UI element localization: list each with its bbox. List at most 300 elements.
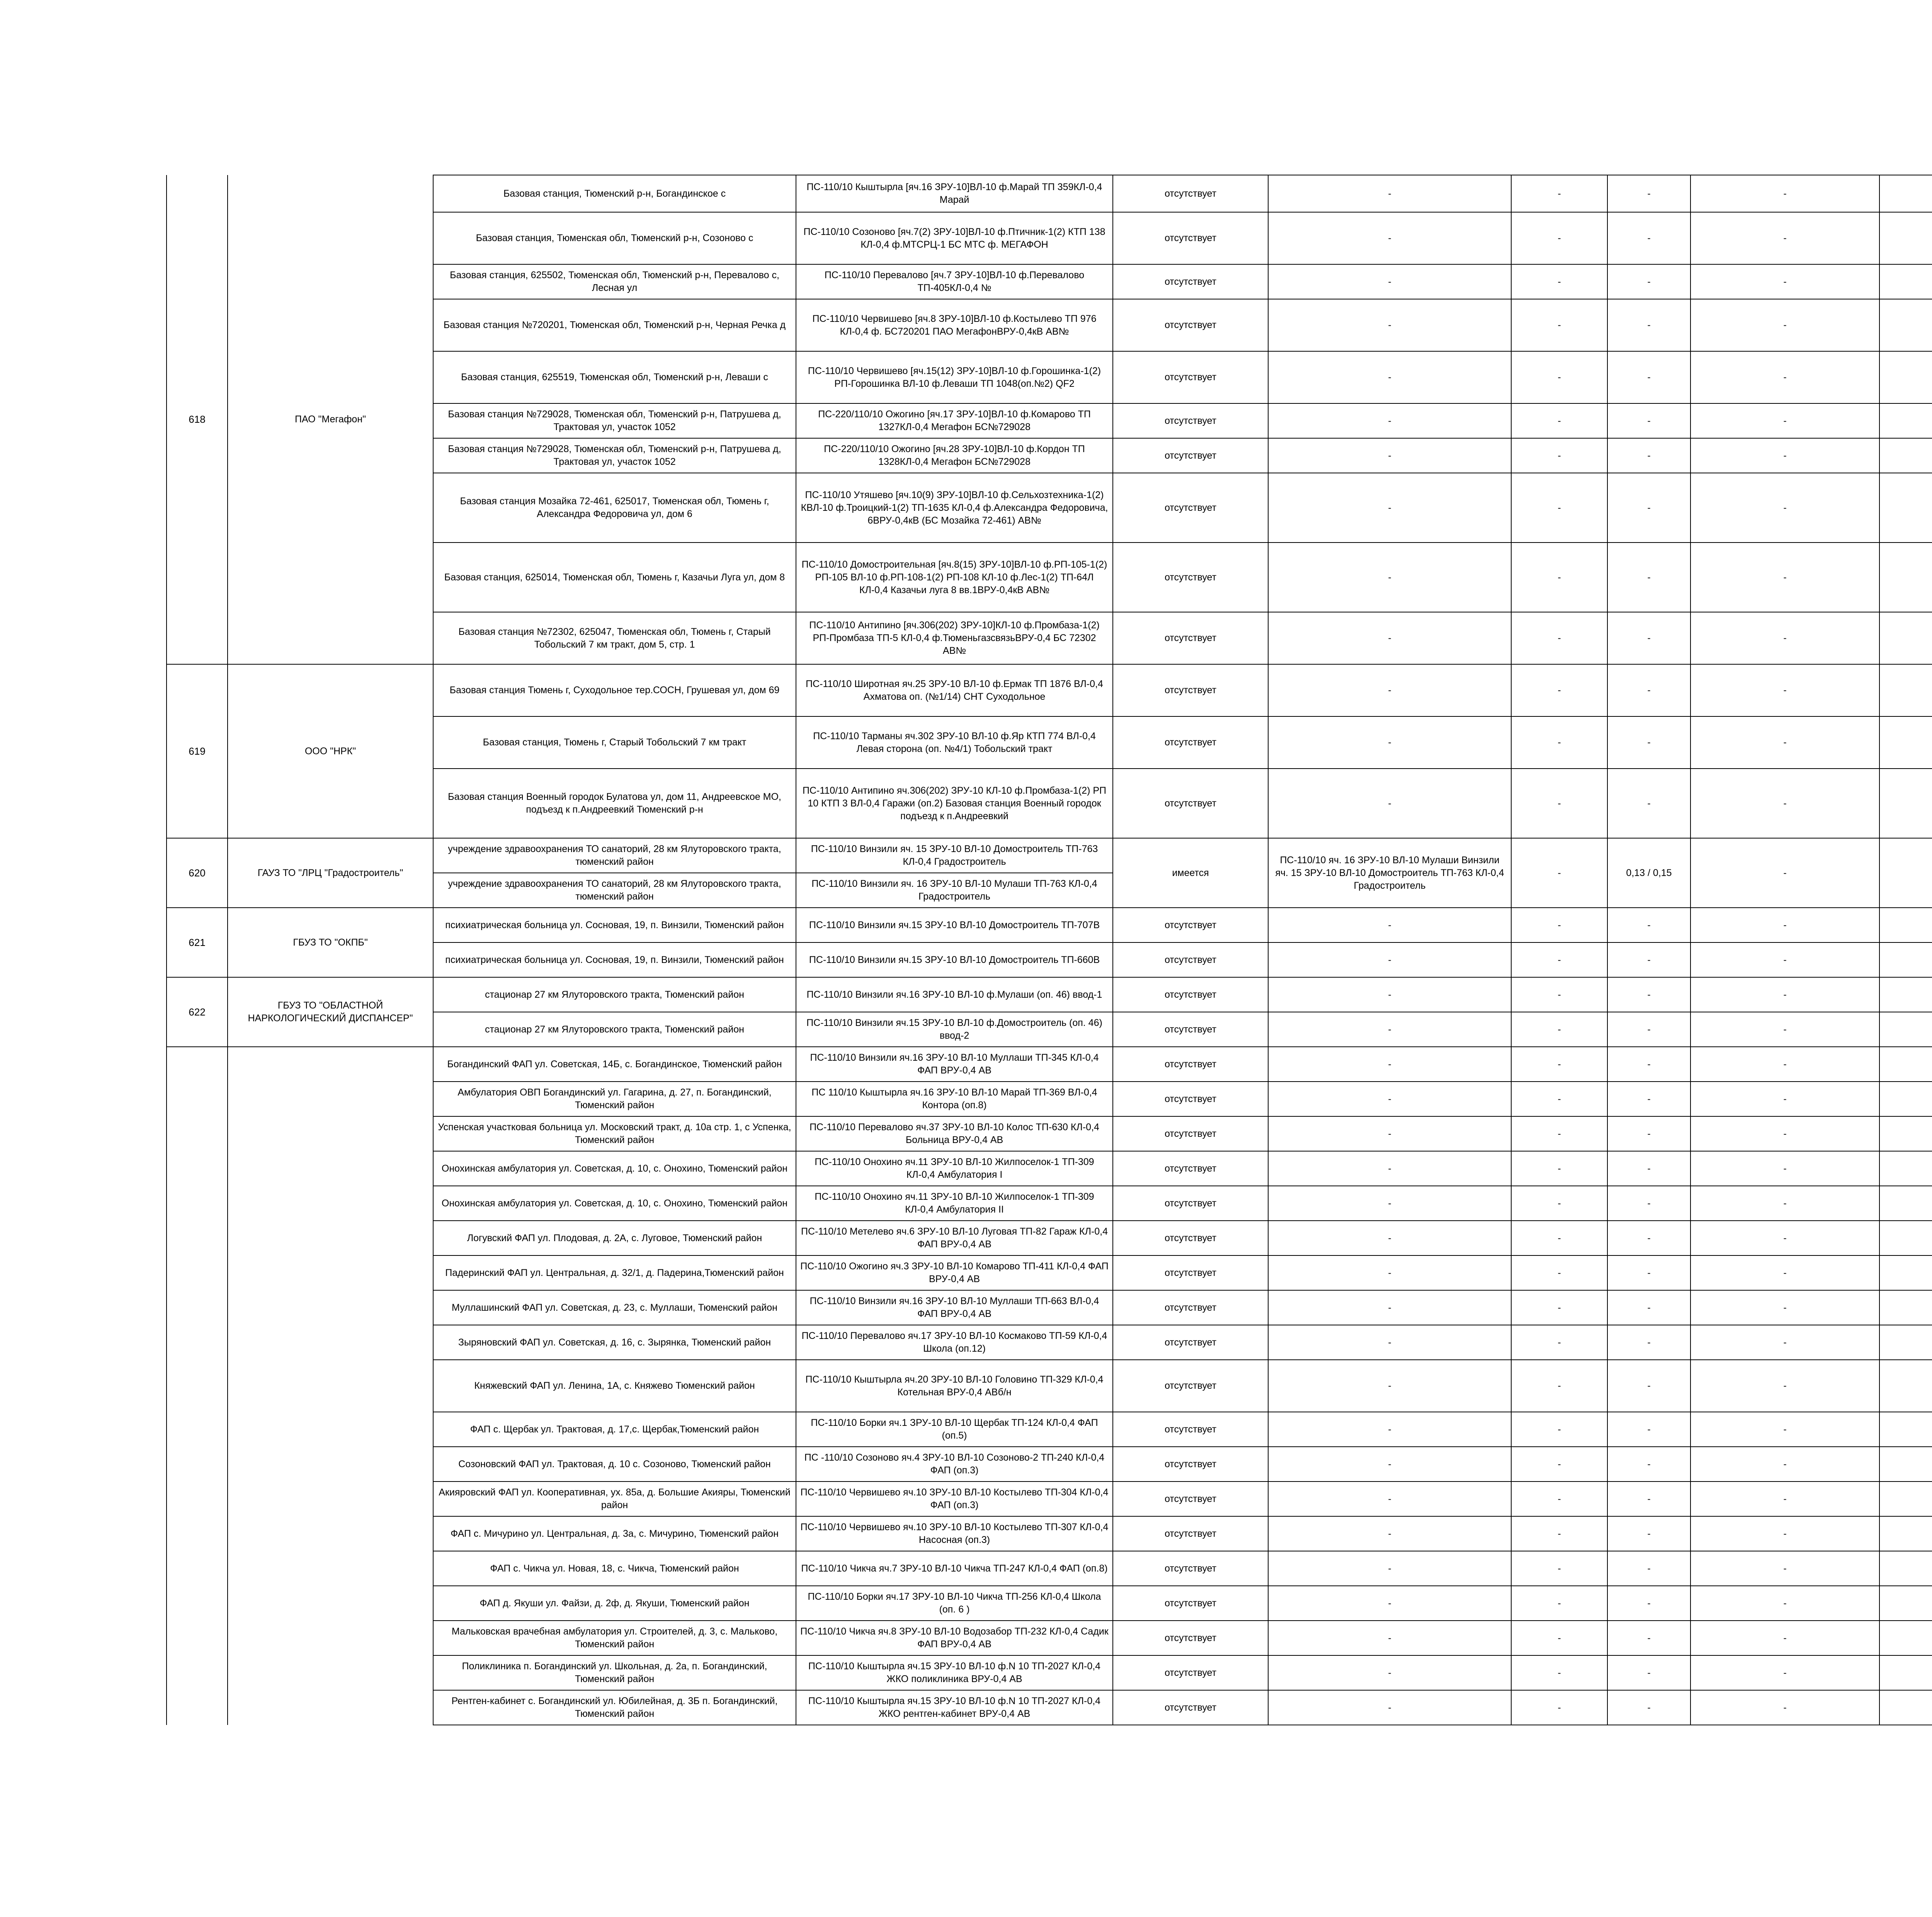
value-c7: - — [1511, 977, 1607, 1012]
value-c7: - — [1511, 1690, 1607, 1725]
value-c9: - — [1690, 1412, 1879, 1447]
value-c7: - — [1511, 716, 1607, 769]
value-c7: - — [1511, 1116, 1607, 1151]
value-c10 — [1879, 438, 1932, 473]
object-address: Базовая станция, 625502, Тюменская обл, Тюменский р-н, Перевалово с, Лесная ул — [433, 264, 796, 299]
value-c7: - — [1511, 1447, 1607, 1482]
value-c7: - — [1511, 543, 1607, 612]
object-address: Базовая станция №720201, Тюменская обл, Тюменский р-н, Черная Речка д — [433, 299, 796, 351]
value-c8: - — [1607, 664, 1690, 716]
connection-point: ПС-110/10 Винзили яч.16 ЗРУ-10 ВЛ-10 ф.Мулаши (оп. 46) ввод-1 — [796, 977, 1113, 1012]
table-row — [167, 908, 1932, 942]
value-c9: - — [1690, 1082, 1879, 1116]
object-address: Амбулатория ОВП Богандинский ул. Гагарина, д. 27, п. Богандинский, Тюменский район — [433, 1082, 796, 1116]
availability-status: отсутствует — [1113, 543, 1268, 612]
value-c8: - — [1607, 1482, 1690, 1516]
connection-point: ПС-110/10 Винзили яч.15 ЗРУ-10 ВЛ-10 Домостроитель ТП-707В — [796, 908, 1113, 942]
connection-point: ПС-110/10 Червишево [яч.8 ЗРУ-10]ВЛ-10 ф.Костылево ТП 976 КЛ-0,4 ф. БС720201 ПАО МегафонВРУ-0,4кВ АВ№ — [796, 299, 1113, 351]
value-c7: - — [1511, 1325, 1607, 1360]
availability-status: отсутствует — [1113, 908, 1268, 942]
connection-point: ПС-110/10 Перевалово [яч.7 ЗРУ-10]ВЛ-10 ф.Перевалово ТП-405КЛ-0,4 № — [796, 264, 1113, 299]
object-address: Созоновский ФАП ул. Трактовая, д. 10 с. Созоново, Тюменский район — [433, 1447, 796, 1482]
availability-status: отсутствует — [1113, 1221, 1268, 1255]
connection-point: ПС -110/10 Созоново яч.4 ЗРУ-10 ВЛ-10 Созоново-2 ТП-240 КЛ-0,4 ФАП (оп.3) — [796, 1447, 1113, 1482]
connection-point: ПС-110/10 Винзили яч.16 ЗРУ-10 ВЛ-10 Муллаши ТП-663 ВЛ-0,4 ФАП ВРУ-0,4 АВ — [796, 1290, 1113, 1325]
connection-point: ПС-220/110/10 Ожогино [яч.17 ЗРУ-10]ВЛ-10 ф.Комарово ТП 1327КЛ-0,4 Мегафон БС№729028 — [796, 403, 1113, 438]
group-number: 622 — [167, 977, 228, 1047]
value-c6: - — [1268, 212, 1511, 264]
availability-status: отсутствует — [1113, 664, 1268, 716]
object-address: Успенская участковая больница ул. Московский тракт, д. 10а стр. 1, с Успенка, Тюменский район — [433, 1116, 796, 1151]
value-c10 — [1879, 1012, 1932, 1047]
object-address: учреждение здравоохранения ТО санаторий, 28 км Ялуторовского тракта, тюменский район — [433, 838, 796, 873]
value-c10 — [1879, 908, 1932, 942]
value-c6: - — [1268, 1151, 1511, 1186]
value-c7: - — [1511, 403, 1607, 438]
connection-point: ПС-110/10 Антипино яч.306(202) ЗРУ-10 КЛ-10 ф.Промбаза-1(2) РП 10 КТП 3 ВЛ-0,4 Гаражи (оп.2) Базовая станция Военный городок подъезд к п.Андреевкий — [796, 769, 1113, 838]
organization-name: ООО "НРК" — [228, 664, 433, 838]
value-c8: - — [1607, 1082, 1690, 1116]
value-c9: - — [1690, 769, 1879, 838]
value-c10 — [1879, 1290, 1932, 1325]
value-c6: - — [1268, 1186, 1511, 1221]
value-c6: - — [1268, 942, 1511, 977]
value-c7: - — [1511, 1516, 1607, 1551]
object-address: Базовая станция Военный городок Булатова ул, дом 11, Андреевское МО, подъезд к п.Андреевкий Тюменский р-н — [433, 769, 796, 838]
connection-point: ПС-110/10 Перевалово яч.17 ЗРУ-10 ВЛ-10 Космаково ТП-59 КЛ-0,4 Школа (оп.12) — [796, 1325, 1113, 1360]
connection-point: ПС-110/10 Винзили яч.16 ЗРУ-10 ВЛ-10 Муллаши ТП-345 КЛ-0,4 ФАП ВРУ-0,4 АВ — [796, 1047, 1113, 1082]
value-c6: - — [1268, 716, 1511, 769]
value-c6: - — [1268, 403, 1511, 438]
value-c7: - — [1511, 1551, 1607, 1586]
value-c6: - — [1268, 1290, 1511, 1325]
connection-point: ПС-110/10 Онохино яч.11 ЗРУ-10 ВЛ-10 Жилпоселок-1 ТП-309 КЛ-0,4 Амбулатория I — [796, 1151, 1113, 1186]
value-c8: - — [1607, 1221, 1690, 1255]
availability-status: отсутствует — [1113, 1047, 1268, 1082]
value-c9: - — [1690, 438, 1879, 473]
connection-point: ПС-110/10 Борки яч.17 ЗРУ-10 ВЛ-10 Чикча ТП-256 КЛ-0,4 Школа (оп. 6 ) — [796, 1586, 1113, 1621]
value-c7: - — [1511, 1047, 1607, 1082]
value-c6: - — [1268, 1655, 1511, 1690]
connection-point: ПС-110/10 Широтная яч.25 ЗРУ-10 ВЛ-10 ф.Ермак ТП 1876 ВЛ-0,4 Ахматова оп. (№1/14) СНТ Суходольное — [796, 664, 1113, 716]
availability-status: отсутствует — [1113, 438, 1268, 473]
connection-point: ПС-110/10 Домостроительная [яч.8(15) ЗРУ-10]ВЛ-10 ф.РП-105-1(2) РП-105 ВЛ-10 ф.РП-108-1(2) РП-108 КЛ-10 ф.Лес-1(2) ТП-64Л КЛ-0,4 Казачьи луга 8 вв.1ВРУ-0,4кВ АВ№ — [796, 543, 1113, 612]
connection-point: ПС-110/10 Борки яч.1 ЗРУ-10 ВЛ-10 Щербак ТП-124 КЛ-0,4 ФАП (оп.5) — [796, 1412, 1113, 1447]
availability-status: отсутствует — [1113, 351, 1268, 403]
object-address: стационар 27 км Ялуторовского тракта, Тюменский район — [433, 977, 796, 1012]
value-c10 — [1879, 351, 1932, 403]
value-c7: - — [1511, 1586, 1607, 1621]
object-address: Базовая станция №729028, Тюменская обл, Тюменский р-н, Патрушева д, Трактовая ул, участок 1052 — [433, 438, 796, 473]
value-c8: - — [1607, 1447, 1690, 1482]
value-c8: - — [1607, 612, 1690, 664]
value-c7: - — [1511, 1012, 1607, 1047]
object-address: Поликлиника п. Богандинский ул. Школьная, д. 2а, п. Богандинский, Тюменский район — [433, 1655, 796, 1690]
value-c6: - — [1268, 1255, 1511, 1290]
value-c9: - — [1690, 1586, 1879, 1621]
value-c6: - — [1268, 977, 1511, 1012]
connection-point: ПС-110/10 Винзили яч. 15 ЗРУ-10 ВЛ-10 Домостроитель ТП-763 КЛ-0,4 Градостроитель — [796, 838, 1113, 873]
value-c8: - — [1607, 1655, 1690, 1690]
value-c9: - — [1690, 838, 1879, 908]
object-address: психиатрическая больница ул. Сосновая, 19, п. Винзили, Тюменский район — [433, 942, 796, 977]
value-c7: - — [1511, 1655, 1607, 1690]
value-c6: - — [1268, 664, 1511, 716]
value-c8: - — [1607, 473, 1690, 543]
value-c10 — [1879, 264, 1932, 299]
value-c10 — [1879, 716, 1932, 769]
value-c10 — [1879, 473, 1932, 543]
availability-status: отсутствует — [1113, 1655, 1268, 1690]
value-c10 — [1879, 212, 1932, 264]
availability-status: отсутствует — [1113, 264, 1268, 299]
value-c9: - — [1690, 1325, 1879, 1360]
value-c6: - — [1268, 1551, 1511, 1586]
value-c6: - — [1268, 612, 1511, 664]
object-address: Базовая станция, Тюменский р-н, Богандинское с — [433, 175, 796, 212]
value-c6: - — [1268, 1586, 1511, 1621]
object-address: Зыряновский ФАП ул. Советская, д. 16, с. Зырянка, Тюменский район — [433, 1325, 796, 1360]
connection-point: ПС-110/10 Кыштырла яч.20 ЗРУ-10 ВЛ-10 Головино ТП-329 КЛ-0,4 Котельная ВРУ-0,4 АВб/н — [796, 1360, 1113, 1412]
value-c10 — [1879, 1116, 1932, 1151]
value-c9: - — [1690, 1151, 1879, 1186]
value-c9: - — [1690, 1482, 1879, 1516]
value-c9: - — [1690, 1255, 1879, 1290]
value-c7: - — [1511, 1082, 1607, 1116]
object-address: Базовая станция, 625519, Тюменская обл, Тюменский р-н, Леваши с — [433, 351, 796, 403]
value-c8: - — [1607, 1116, 1690, 1151]
value-c10 — [1879, 838, 1932, 908]
value-c9: - — [1690, 977, 1879, 1012]
object-address: Богандинский ФАП ул. Советская, 14Б, с. Богандинское, Тюменский район — [433, 1047, 796, 1082]
value-c7: - — [1511, 769, 1607, 838]
connection-point: ПС-110/10 Кыштырла яч.15 ЗРУ-10 ВЛ-10 ф.N 10 ТП-2027 КЛ-0,4 ЖКО поликлиника ВРУ-0,4 АВ — [796, 1655, 1113, 1690]
value-c9: - — [1690, 473, 1879, 543]
value-c10 — [1879, 1655, 1932, 1690]
value-c7: - — [1511, 1151, 1607, 1186]
value-c10 — [1879, 769, 1932, 838]
connection-point: ПС-110/10 Антипино [яч.306(202) ЗРУ-10]КЛ-10 ф.Промбаза-1(2) РП-Промбаза ТП-5 КЛ-0,4 ф.ТюменьгазсвязьВРУ-0,4 БС 72302 АВ№ — [796, 612, 1113, 664]
value-c7: - — [1511, 473, 1607, 543]
value-c6: - — [1268, 1621, 1511, 1655]
value-c10 — [1879, 664, 1932, 716]
value-c9: - — [1690, 716, 1879, 769]
value-c8: - — [1607, 1255, 1690, 1290]
object-address: Онохинская амбулатория ул. Советская, д. 10, с. Онохино, Тюменский район — [433, 1151, 796, 1186]
table-row — [167, 1047, 1932, 1082]
value-c9: - — [1690, 664, 1879, 716]
value-c6: - — [1268, 1221, 1511, 1255]
availability-status: отсутствует — [1113, 1447, 1268, 1482]
value-c8: - — [1607, 1360, 1690, 1412]
availability-status: отсутствует — [1113, 175, 1268, 212]
object-address: учреждение здравоохранения ТО санаторий, 28 км Ялуторовского тракта, тюменский район — [433, 873, 796, 908]
value-c10 — [1879, 612, 1932, 664]
availability-status: отсутствует — [1113, 977, 1268, 1012]
value-c10 — [1879, 1221, 1932, 1255]
availability-status: отсутствует — [1113, 716, 1268, 769]
object-address: Базовая станция Тюмень г, Суходольное тер.СОСН, Грушевая ул, дом 69 — [433, 664, 796, 716]
value-c8: - — [1607, 1412, 1690, 1447]
value-c6: - — [1268, 1360, 1511, 1412]
value-c6: - — [1268, 1082, 1511, 1116]
availability-status: отсутствует — [1113, 1551, 1268, 1586]
value-c7: - — [1511, 1186, 1607, 1221]
connection-point: ПС-110/10 Перевалово яч.37 ЗРУ-10 ВЛ-10 Колос ТП-630 КЛ-0,4 Больница ВРУ-0,4 АВ — [796, 1116, 1113, 1151]
value-c8: - — [1607, 1047, 1690, 1082]
value-c6: - — [1268, 1482, 1511, 1516]
availability-status: отсутствует — [1113, 1516, 1268, 1551]
object-address: Мальковская врачебная амбулатория ул. Строителей, д. 3, с. Мальково, Тюменский район — [433, 1621, 796, 1655]
object-address: стационар 27 км Ялуторовского тракта, Тюменский район — [433, 1012, 796, 1047]
value-c9: - — [1690, 264, 1879, 299]
value-c8: - — [1607, 1290, 1690, 1325]
value-c6: - — [1268, 1690, 1511, 1725]
value-c6: - — [1268, 438, 1511, 473]
availability-status: отсутствует — [1113, 769, 1268, 838]
connection-point: ПС 110/10 Кыштырла яч.16 ЗРУ-10 ВЛ-10 Марай ТП-369 ВЛ-0,4 Контора (оп.8) — [796, 1082, 1113, 1116]
connection-point: ПС-110/10 Ожогино яч.3 ЗРУ-10 ВЛ-10 Комарово ТП-411 КЛ-0,4 ФАП ВРУ-0,4 АВ — [796, 1255, 1113, 1290]
value-c8: - — [1607, 716, 1690, 769]
group-number: 618 — [167, 175, 228, 664]
availability-status: отсутствует — [1113, 1012, 1268, 1047]
value-c7: - — [1511, 1290, 1607, 1325]
table-row — [167, 977, 1932, 1012]
object-address: Базовая станция, 625014, Тюменская обл, Тюмень г, Казачьи Луга ул, дом 8 — [433, 543, 796, 612]
object-address: Падеринский ФАП ул. Центральная, д. 32/1, д. Падерина,Тюменский район — [433, 1255, 796, 1290]
object-address: ФАП с. Щербак ул. Трактовая, д. 17,с. Щербак,Тюменский район — [433, 1412, 796, 1447]
availability-status: отсутствует — [1113, 1255, 1268, 1290]
availability-status: имеется — [1113, 838, 1268, 908]
value-c7: - — [1511, 838, 1607, 908]
organization-name: ГБУЗ ТО "ОКПБ" — [228, 908, 433, 977]
value-c8: - — [1607, 908, 1690, 942]
object-address: Логувский ФАП ул. Плодовая, д. 2А, с. Луговое, Тюменский район — [433, 1221, 796, 1255]
value-c8: - — [1607, 1151, 1690, 1186]
value-c9: - — [1690, 1012, 1879, 1047]
value-c6: - — [1268, 264, 1511, 299]
value-c10 — [1879, 1412, 1932, 1447]
value-c10 — [1879, 543, 1932, 612]
availability-status: отсутствует — [1113, 212, 1268, 264]
value-c9: - — [1690, 1290, 1879, 1325]
group-number: 620 — [167, 838, 228, 908]
value-c7: - — [1511, 612, 1607, 664]
value-c9: - — [1690, 1516, 1879, 1551]
object-address: ФАП с. Чикча ул. Новая, 18, с. Чикча, Тюменский район — [433, 1551, 796, 1586]
object-address: Муллашинский ФАП ул. Советская, д. 23, с. Муллаши, Тюменский район — [433, 1290, 796, 1325]
connection-point: ПС-110/10 Кыштырла яч.15 ЗРУ-10 ВЛ-10 ф.N 10 ТП-2027 КЛ-0,4 ЖКО рентген-кабинет ВРУ-0,4 АВ — [796, 1690, 1113, 1725]
value-c7: - — [1511, 1482, 1607, 1516]
availability-status: отсутствует — [1113, 1412, 1268, 1447]
connection-point: ПС-110/10 Червишево яч.10 ЗРУ-10 ВЛ-10 Костылево ТП-304 КЛ-0,4 ФАП (оп.3) — [796, 1482, 1113, 1516]
value-c10 — [1879, 299, 1932, 351]
value-c8: - — [1607, 1621, 1690, 1655]
availability-status: отсутствует — [1113, 1151, 1268, 1186]
value-c10 — [1879, 1690, 1932, 1725]
value-c7: - — [1511, 1360, 1607, 1412]
object-address: Онохинская амбулатория ул. Советская, д. 10, с. Онохино, Тюменский район — [433, 1186, 796, 1221]
value-c9: - — [1690, 1655, 1879, 1690]
connection-point: ПС-110/10 Созоново [яч.7(2) ЗРУ-10]ВЛ-10 ф.Птичник-1(2) КТП 138 КЛ-0,4 ф.МТСРЦ-1 БС МТС ф. МЕГАФОН — [796, 212, 1113, 264]
availability-status: отсутствует — [1113, 1482, 1268, 1516]
value-c7: - — [1511, 664, 1607, 716]
group-number: 621 — [167, 908, 228, 977]
value-c8: - — [1607, 351, 1690, 403]
table-row — [167, 175, 1932, 212]
connection-point: ПС-110/10 Онохино яч.11 ЗРУ-10 ВЛ-10 Жилпоселок-1 ТП-309 КЛ-0,4 Амбулатория II — [796, 1186, 1113, 1221]
connection-point: ПС-110/10 Чикча яч.8 ЗРУ-10 ВЛ-10 Водозабор ТП-232 КЛ-0,4 Садик ФАП ВРУ-0,4 АВ — [796, 1621, 1113, 1655]
object-address: Базовая станция, Тюменская обл, Тюменский р-н, Созоново с — [433, 212, 796, 264]
availability-status: отсутствует — [1113, 299, 1268, 351]
value-c6: - — [1268, 1012, 1511, 1047]
organization-name: ГБУЗ ТО "ОБЛАСТНОЙ НАРКОЛОГИЧЕСКИЙ ДИСПАНСЕР" — [228, 977, 433, 1047]
object-address: Базовая станция, Тюмень г, Старый Тобольский 7 км тракт — [433, 716, 796, 769]
value-c10 — [1879, 1621, 1932, 1655]
value-c9: - — [1690, 351, 1879, 403]
availability-status: отсутствует — [1113, 1082, 1268, 1116]
value-c6: - — [1268, 1116, 1511, 1151]
value-c7: - — [1511, 1255, 1607, 1290]
value-c8: - — [1607, 438, 1690, 473]
value-c10 — [1879, 175, 1932, 212]
value-c6: - — [1268, 1516, 1511, 1551]
value-c7: - — [1511, 908, 1607, 942]
organization-name: ГАУЗ ТО "ЛРЦ "Градостроитель" — [228, 838, 433, 908]
value-c6: - — [1268, 1047, 1511, 1082]
value-c9: - — [1690, 908, 1879, 942]
value-c9: - — [1690, 212, 1879, 264]
value-c10 — [1879, 1360, 1932, 1412]
connection-point: ПС-110/10 Тарманы яч.302 ЗРУ-10 ВЛ-10 ф.Яр КТП 774 ВЛ-0,4 Левая сторона (оп. №4/1) Тобольский тракт — [796, 716, 1113, 769]
value-c8: - — [1607, 1012, 1690, 1047]
value-c10 — [1879, 1255, 1932, 1290]
availability-status: отсутствует — [1113, 1690, 1268, 1725]
object-address: Базовая станция №72302, 625047, Тюменская обл, Тюмень г, Старый Тобольский 7 км тракт, дом 5, стр. 1 — [433, 612, 796, 664]
value-c8: - — [1607, 977, 1690, 1012]
table-row — [167, 664, 1932, 716]
connection-point: ПС-110/10 Винзили яч. 16 ЗРУ-10 ВЛ-10 Мулаши ТП-763 КЛ-0,4 Градостроитель — [796, 873, 1113, 908]
value-c8: - — [1607, 264, 1690, 299]
value-c7: - — [1511, 351, 1607, 403]
value-c6: - — [1268, 351, 1511, 403]
value-c8: - — [1607, 1186, 1690, 1221]
availability-status: отсутствует — [1113, 942, 1268, 977]
value-c10 — [1879, 1551, 1932, 1586]
value-c6: - — [1268, 175, 1511, 212]
value-c10 — [1879, 1151, 1932, 1186]
connection-point: ПС-110/10 Утяшево [яч.10(9) ЗРУ-10]ВЛ-10 ф.Сельхозтехника-1(2) КВЛ-10 ф.Троицкий-1(2) ТП-1635 КЛ-0,4 ф.Александра Федоровича, 6ВРУ-0,4кВ (БС Мозайка 72-461) АВ№ — [796, 473, 1113, 543]
value-c9: - — [1690, 299, 1879, 351]
value-c8: - — [1607, 942, 1690, 977]
value-c9: - — [1690, 1116, 1879, 1151]
connection-point: ПС-110/10 Винзили яч.15 ЗРУ-10 ВЛ-10 ф.Домостроитель (оп. 46) ввод-2 — [796, 1012, 1113, 1047]
organization-name — [228, 1047, 433, 1725]
value-c7: - — [1511, 299, 1607, 351]
connection-point: ПС-110/10 Метелево яч.6 ЗРУ-10 ВЛ-10 Луговая ТП-82 Гараж КЛ-0,4 ФАП ВРУ-0,4 АВ — [796, 1221, 1113, 1255]
value-c8: - — [1607, 175, 1690, 212]
object-address: ФАП д. Якуши ул. Файзи, д. 2ф, д. Якуши, Тюменский район — [433, 1586, 796, 1621]
value-c6: - — [1268, 1412, 1511, 1447]
value-c10 — [1879, 403, 1932, 438]
availability-status: отсутствует — [1113, 1586, 1268, 1621]
value-c10 — [1879, 977, 1932, 1012]
value-c6: - — [1268, 908, 1511, 942]
value-c8: 0,13 / 0,15 — [1607, 838, 1690, 908]
value-c8: - — [1607, 1325, 1690, 1360]
value-c6: - — [1268, 769, 1511, 838]
value-c10 — [1879, 1325, 1932, 1360]
value-c7: - — [1511, 1412, 1607, 1447]
value-c7: - — [1511, 175, 1607, 212]
object-address: ФАП с. Мичурино ул. Центральная, д. 3а, с. Мичурино, Тюменский район — [433, 1516, 796, 1551]
connection-point: ПС-110/10 Червишево яч.10 ЗРУ-10 ВЛ-10 Костылево ТП-307 КЛ-0,4 Насосная (оп.3) — [796, 1516, 1113, 1551]
value-c10 — [1879, 1186, 1932, 1221]
object-address: Рентген-кабинет с. Богандинский ул. Юбилейная, д. 3Б п. Богандинский, Тюменский район — [433, 1690, 796, 1725]
value-c8: - — [1607, 769, 1690, 838]
connection-point: ПС-110/10 Чикча яч.7 ЗРУ-10 ВЛ-10 Чикча ТП-247 КЛ-0,4 ФАП (оп.8) — [796, 1551, 1113, 1586]
table-row — [167, 838, 1932, 873]
value-c10 — [1879, 1047, 1932, 1082]
availability-status: отсутствует — [1113, 1186, 1268, 1221]
organization-name: ПАО "Мегафон" — [228, 175, 433, 664]
value-c7: - — [1511, 1621, 1607, 1655]
availability-status: отсутствует — [1113, 1290, 1268, 1325]
value-c9: - — [1690, 1551, 1879, 1586]
value-c9: - — [1690, 403, 1879, 438]
value-c8: - — [1607, 1516, 1690, 1551]
value-c6: - — [1268, 1447, 1511, 1482]
value-c10 — [1879, 1516, 1932, 1551]
value-c7: - — [1511, 438, 1607, 473]
object-address: Базовая станция №729028, Тюменская обл, Тюменский р-н, Патрушева д, Трактовая ул, участок 1052 — [433, 403, 796, 438]
value-c9: - — [1690, 1621, 1879, 1655]
group-number — [167, 1047, 228, 1725]
group-number: 619 — [167, 664, 228, 838]
value-c9: - — [1690, 1690, 1879, 1725]
value-c8: - — [1607, 212, 1690, 264]
value-c8: - — [1607, 1551, 1690, 1586]
object-address: психиатрическая больница ул. Сосновая, 19, п. Винзили, Тюменский район — [433, 908, 796, 942]
value-c8: - — [1607, 543, 1690, 612]
value-c10 — [1879, 1082, 1932, 1116]
object-address: Княжевский ФАП ул. Ленина, 1А, с. Княжево Тюменский район — [433, 1360, 796, 1412]
value-c10 — [1879, 1586, 1932, 1621]
value-c9: - — [1690, 543, 1879, 612]
value-c8: - — [1607, 1586, 1690, 1621]
value-c9: - — [1690, 1047, 1879, 1082]
value-c7: - — [1511, 942, 1607, 977]
value-c9: - — [1690, 175, 1879, 212]
table-body — [167, 175, 1932, 1725]
value-c9: - — [1690, 1221, 1879, 1255]
value-c7: - — [1511, 1221, 1607, 1255]
value-c7: - — [1511, 212, 1607, 264]
value-c8: - — [1607, 299, 1690, 351]
connection-point: ПС-110/10 Кыштырла [яч.16 ЗРУ-10]ВЛ-10 ф.Марай ТП 359КЛ-0,4 Марай — [796, 175, 1113, 212]
value-c7: - — [1511, 264, 1607, 299]
availability-status: отсутствует — [1113, 473, 1268, 543]
availability-status: отсутствует — [1113, 1360, 1268, 1412]
object-address: Базовая станция Мозайка 72-461, 625017, Тюменская обл, Тюмень г, Александра Федоровича ул, дом 6 — [433, 473, 796, 543]
value-c10 — [1879, 1482, 1932, 1516]
value-c10 — [1879, 1447, 1932, 1482]
value-c9: - — [1690, 1447, 1879, 1482]
value-c6: ПС-110/10 яч. 16 ЗРУ-10 ВЛ-10 Мулаши Винзили яч. 15 ЗРУ-10 ВЛ-10 Домостроитель ТП-763 КЛ-0,4 Градостроитель — [1268, 838, 1511, 908]
value-c9: - — [1690, 942, 1879, 977]
value-c9: - — [1690, 1186, 1879, 1221]
availability-status: отсутствует — [1113, 612, 1268, 664]
